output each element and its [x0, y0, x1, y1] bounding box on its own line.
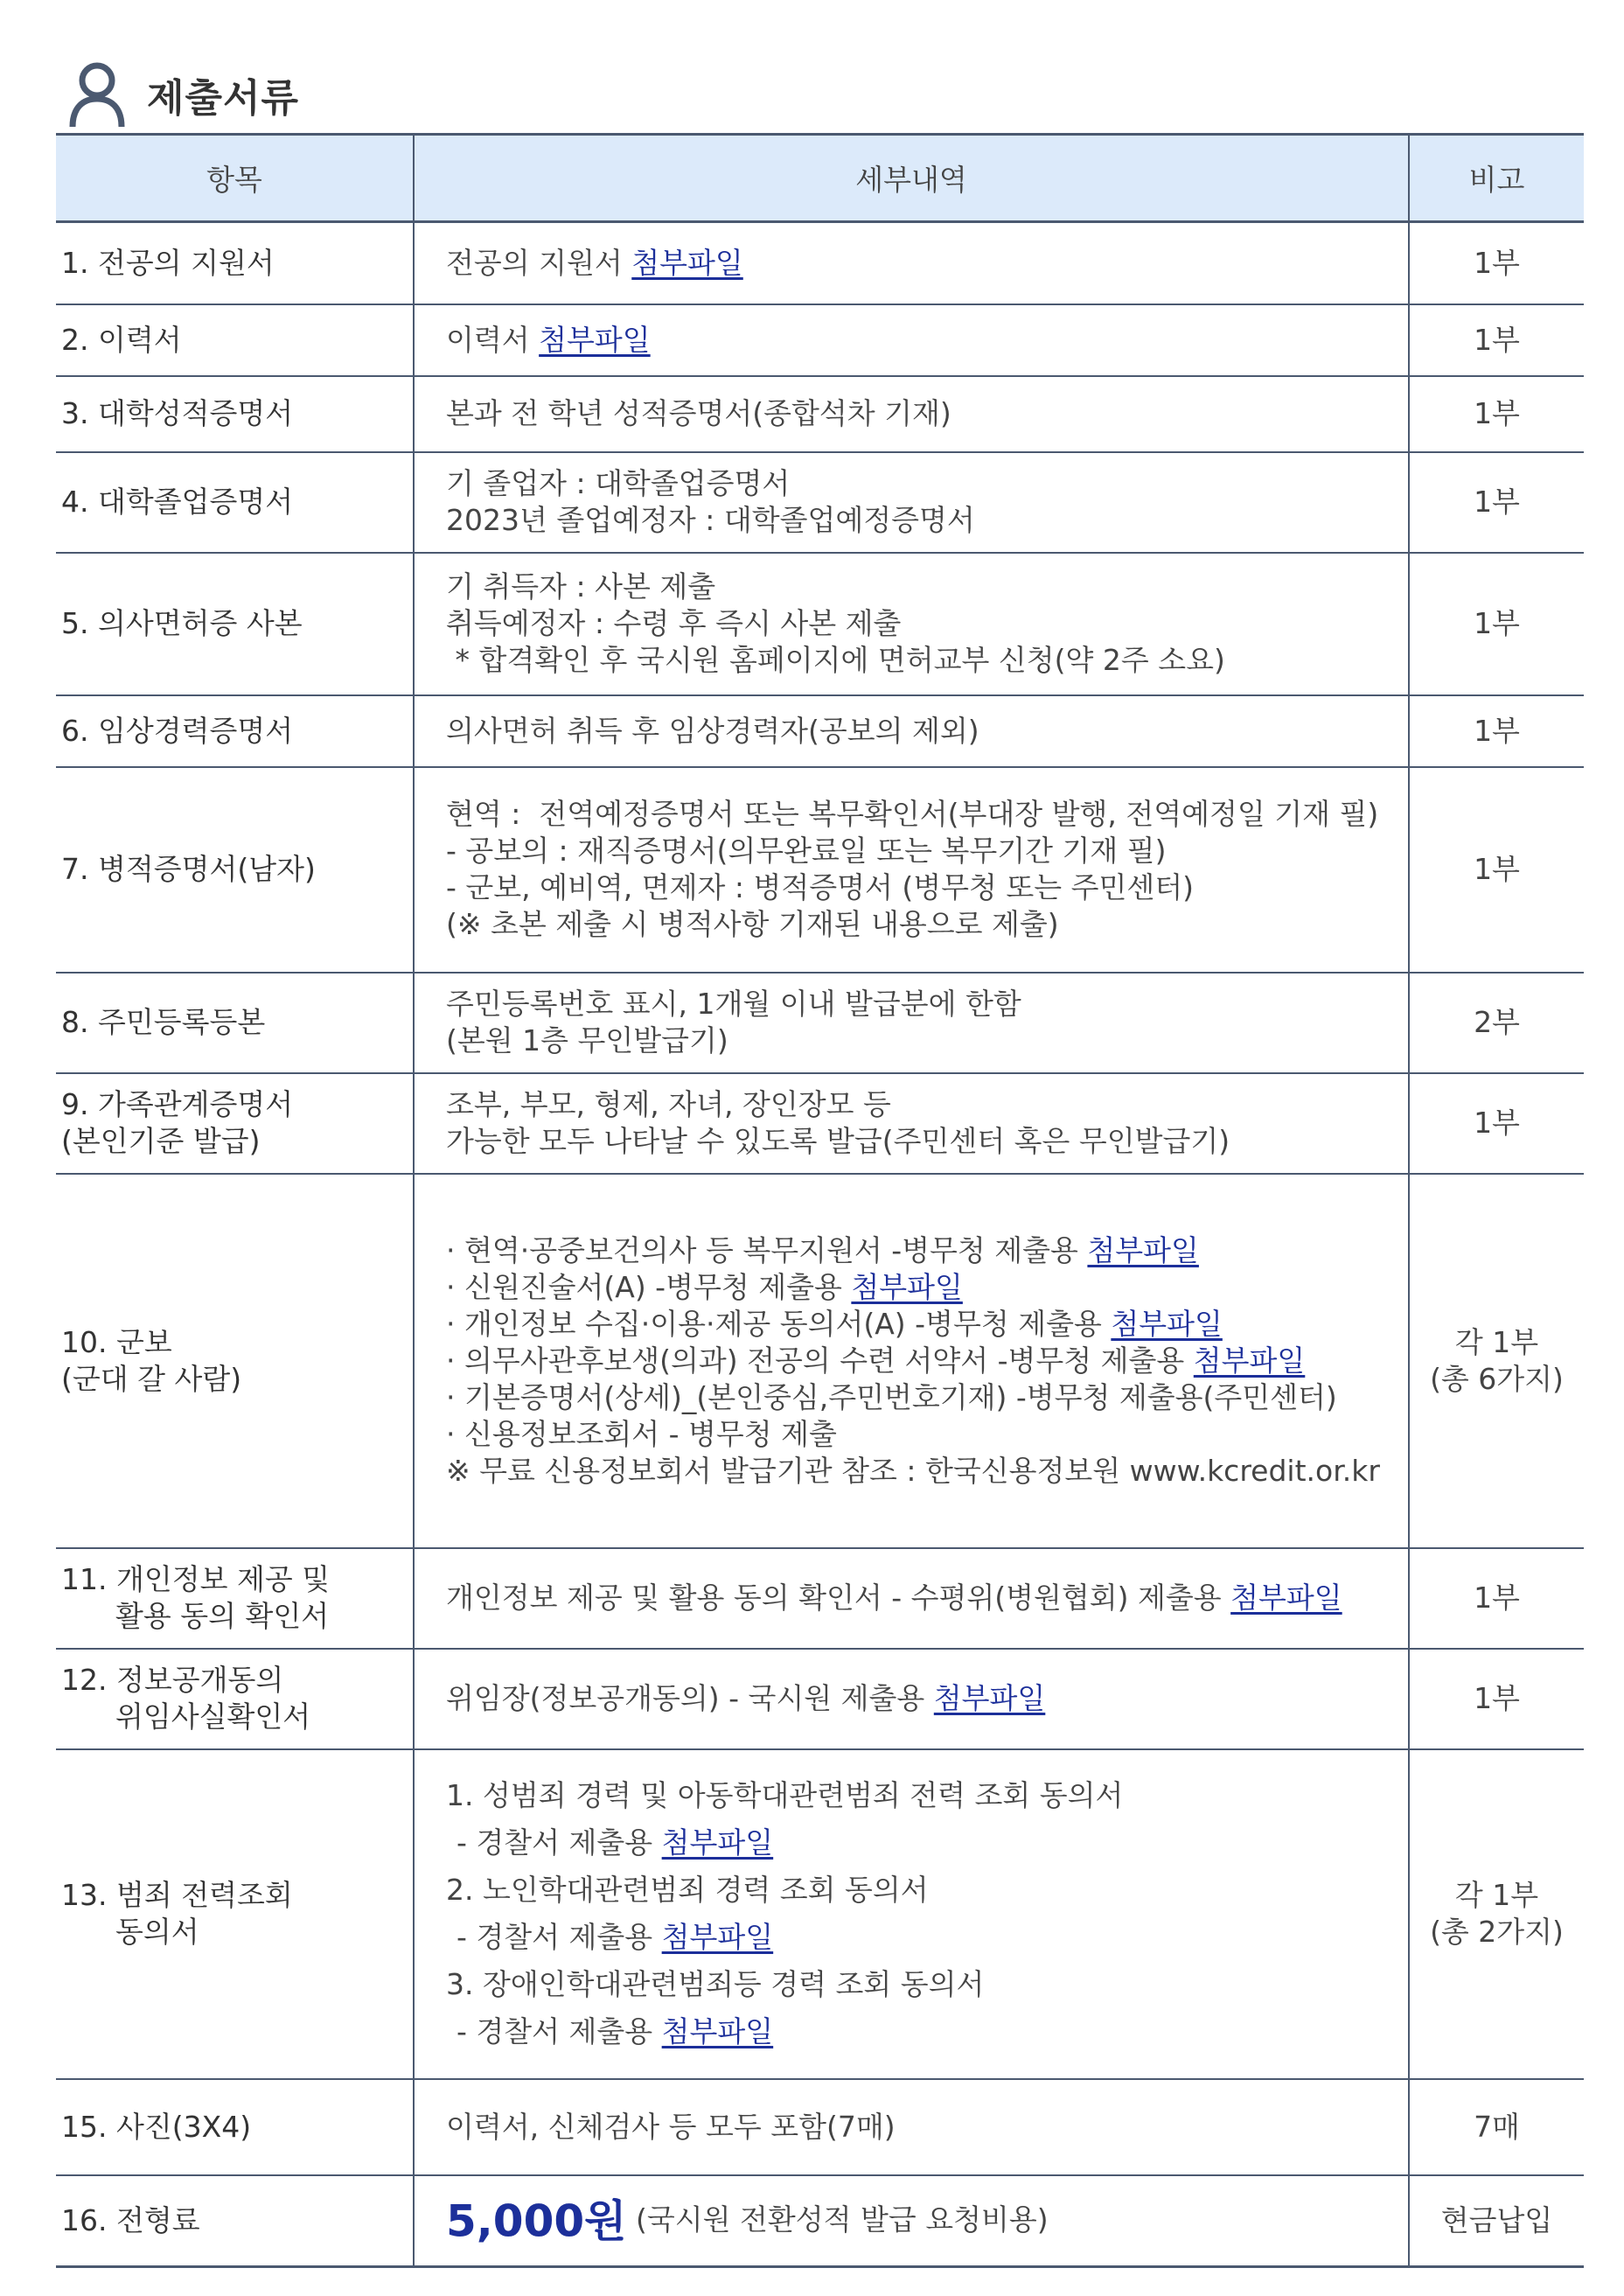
row-note: 현금납입 [1409, 2175, 1584, 2267]
row-note: 각 1부 (총 6가지) [1409, 1174, 1584, 1548]
row-detail: 1. 성범죄 경력 및 아동학대관련범죄 전력 조회 동의서 - 경찰서 제출용 첨부파일 2. 노인학대관련범죄 경력 조회 동의서 - 경찰서 제출용 첨부파일 3. 장애인학대관련범죄등 경력 조회 동의서 - 경찰서 제출용 첨부파일 [414, 1749, 1409, 2079]
person-icon [68, 60, 126, 129]
row-detail: 본과 전 학년 성적증명서(종합석차 기재) [414, 376, 1409, 452]
row-item: 11. 개인정보 제공 및 활용 동의 확인서 [56, 1548, 414, 1649]
row-detail: 기 취득자 : 사본 제출 취득예정자 : 수령 후 즉시 사본 제출 * 합격확인 후 국시원 홈페이지에 면허교부 신청(약 2주 소요) [414, 553, 1409, 695]
row-item: 12. 정보공개동의 위임사실확인서 [56, 1649, 414, 1749]
row-note: 각 1부 (총 2가지) [1409, 1749, 1584, 2079]
table-row [56, 1548, 1584, 1649]
row-detail: 현역 : 전역예정증명서 또는 복무확인서(부대장 발행, 전역예정일 기재 필) - 공보의 : 재직증명서(의무완료일 또는 복무기간 기재 필) - 군보, 예비역, 면제자 : 병적증명서 (병무청 또는 주민센터) (※ 초본 제출 시 병적사항 기재된 내용으로 제출) [414, 767, 1409, 973]
table-row [56, 1749, 1584, 2079]
row-note: 1부 [1409, 376, 1584, 452]
row-note: 1부 [1409, 767, 1584, 973]
attachment-link[interactable]: 첨부파일 [661, 1920, 774, 1954]
section-title: 제출서류 [147, 76, 300, 121]
attachment-link[interactable]: 첨부파일 [933, 1681, 1046, 1715]
row-note: 1부 [1409, 452, 1584, 553]
table-row [56, 553, 1584, 695]
row-note: 7매 [1409, 2079, 1584, 2175]
row-item: 16. 전형료 [56, 2175, 414, 2267]
row-item: 10. 군보 (군대 갈 사람) [56, 1174, 414, 1548]
header-note: 비고 [1409, 135, 1584, 222]
attachment-link[interactable]: 첨부파일 [1111, 1306, 1223, 1341]
fee-amount: 5,000원 [446, 2195, 627, 2247]
row-item: 6. 임상경력증명서 [56, 695, 414, 767]
attachment-link[interactable]: 첨부파일 [631, 245, 743, 280]
table-row [56, 452, 1584, 553]
row-detail: 기 졸업자 : 대학졸업증명서 2023년 졸업예정자 : 대학졸업예정증명서 [414, 452, 1409, 553]
row-item: 9. 가족관계증명서 (본인기준 발급) [56, 1073, 414, 1174]
row-note: 1부 [1409, 222, 1584, 304]
row-note: 1부 [1409, 553, 1584, 695]
row-detail: 의사면허 취득 후 임상경력자(공보의 제외) [414, 695, 1409, 767]
table-header-row [56, 135, 1584, 222]
header-detail: 세부내역 [414, 135, 1409, 222]
fee-description: (국시원 전환성적 발급 요청비용) [635, 2202, 1049, 2237]
row-item: 3. 대학성적증명서 [56, 376, 414, 452]
row-note: 1부 [1409, 1073, 1584, 1174]
row-item: 2. 이력서 [56, 304, 414, 376]
table-row [56, 376, 1584, 452]
row-detail: · 현역·공중보건의사 등 복무지원서 -병무청 제출용 첨부파일 · 신원진술서(A) -병무청 제출용 첨부파일 · 개인정보 수집·이용·제공 동의서(A) -병무청 제출용 첨부파일 · 의무사관후보생(의과) 전공의 수련 서약서 -병무청 제출용 첨부파일 · 기본증명서(상세)_(본인중심,주민번호기재) -병무청 제출용(주민센터) · 신용정보조회서 - 병무청 제출 ※ 무료 신용정보회서 발급기관 참조 : 한국신용정보원 www.kcredit.or.kr [414, 1174, 1409, 1548]
table-row [56, 695, 1584, 767]
row-detail: 이력서 첨부파일 [414, 304, 1409, 376]
attachment-link[interactable]: 첨부파일 [1193, 1343, 1306, 1378]
documents-table [56, 133, 1584, 2268]
table-row [56, 1649, 1584, 1749]
table-row [56, 1174, 1584, 1548]
row-item: 4. 대학졸업증명서 [56, 452, 414, 553]
row-detail: 주민등록번호 표시, 1개월 이내 발급분에 한함 (본원 1층 무인발급기) [414, 973, 1409, 1073]
table-row [56, 222, 1584, 304]
table-row [56, 767, 1584, 973]
row-item: 5. 의사면허증 사본 [56, 553, 414, 695]
row-note: 1부 [1409, 695, 1584, 767]
table-row [56, 973, 1584, 1073]
row-note: 1부 [1409, 1649, 1584, 1749]
attachment-link[interactable]: 첨부파일 [1230, 1581, 1342, 1615]
row-item: 8. 주민등록등본 [56, 973, 414, 1073]
table-row [56, 304, 1584, 376]
row-item: 1. 전공의 지원서 [56, 222, 414, 304]
row-note: 2부 [1409, 973, 1584, 1073]
row-detail: 위임장(정보공개동의) - 국시원 제출용 첨부파일 [414, 1649, 1409, 1749]
header-item: 항목 [56, 135, 414, 222]
row-detail: 전공의 지원서 첨부파일 [414, 222, 1409, 304]
row-item: 15. 사진(3X4) [56, 2079, 414, 2175]
row-item: 13. 범죄 전력조회 동의서 [56, 1749, 414, 2079]
table-row [56, 2079, 1584, 2175]
row-note: 1부 [1409, 304, 1584, 376]
attachment-link[interactable]: 첨부파일 [1087, 1232, 1199, 1267]
attachment-link[interactable]: 첨부파일 [539, 322, 651, 357]
table-row [56, 2175, 1584, 2267]
section-header [68, 59, 299, 129]
table-row [56, 1073, 1584, 1174]
attachment-link[interactable]: 첨부파일 [661, 2014, 774, 2048]
row-detail [414, 2175, 1409, 2267]
row-detail: 개인정보 제공 및 활용 동의 확인서 - 수평위(병원협회) 제출용 첨부파일 [414, 1548, 1409, 1649]
row-note: 1부 [1409, 1548, 1584, 1649]
row-item: 7. 병적증명서(남자) [56, 767, 414, 973]
row-detail: 조부, 부모, 형제, 자녀, 장인장모 등 가능한 모두 나타날 수 있도록 발급(주민센터 혹은 무인발급기) [414, 1073, 1409, 1174]
attachment-link[interactable]: 첨부파일 [661, 1825, 774, 1860]
attachment-link[interactable]: 첨부파일 [851, 1269, 963, 1304]
row-detail: 이력서, 신체검사 등 모두 포함(7매) [414, 2079, 1409, 2175]
